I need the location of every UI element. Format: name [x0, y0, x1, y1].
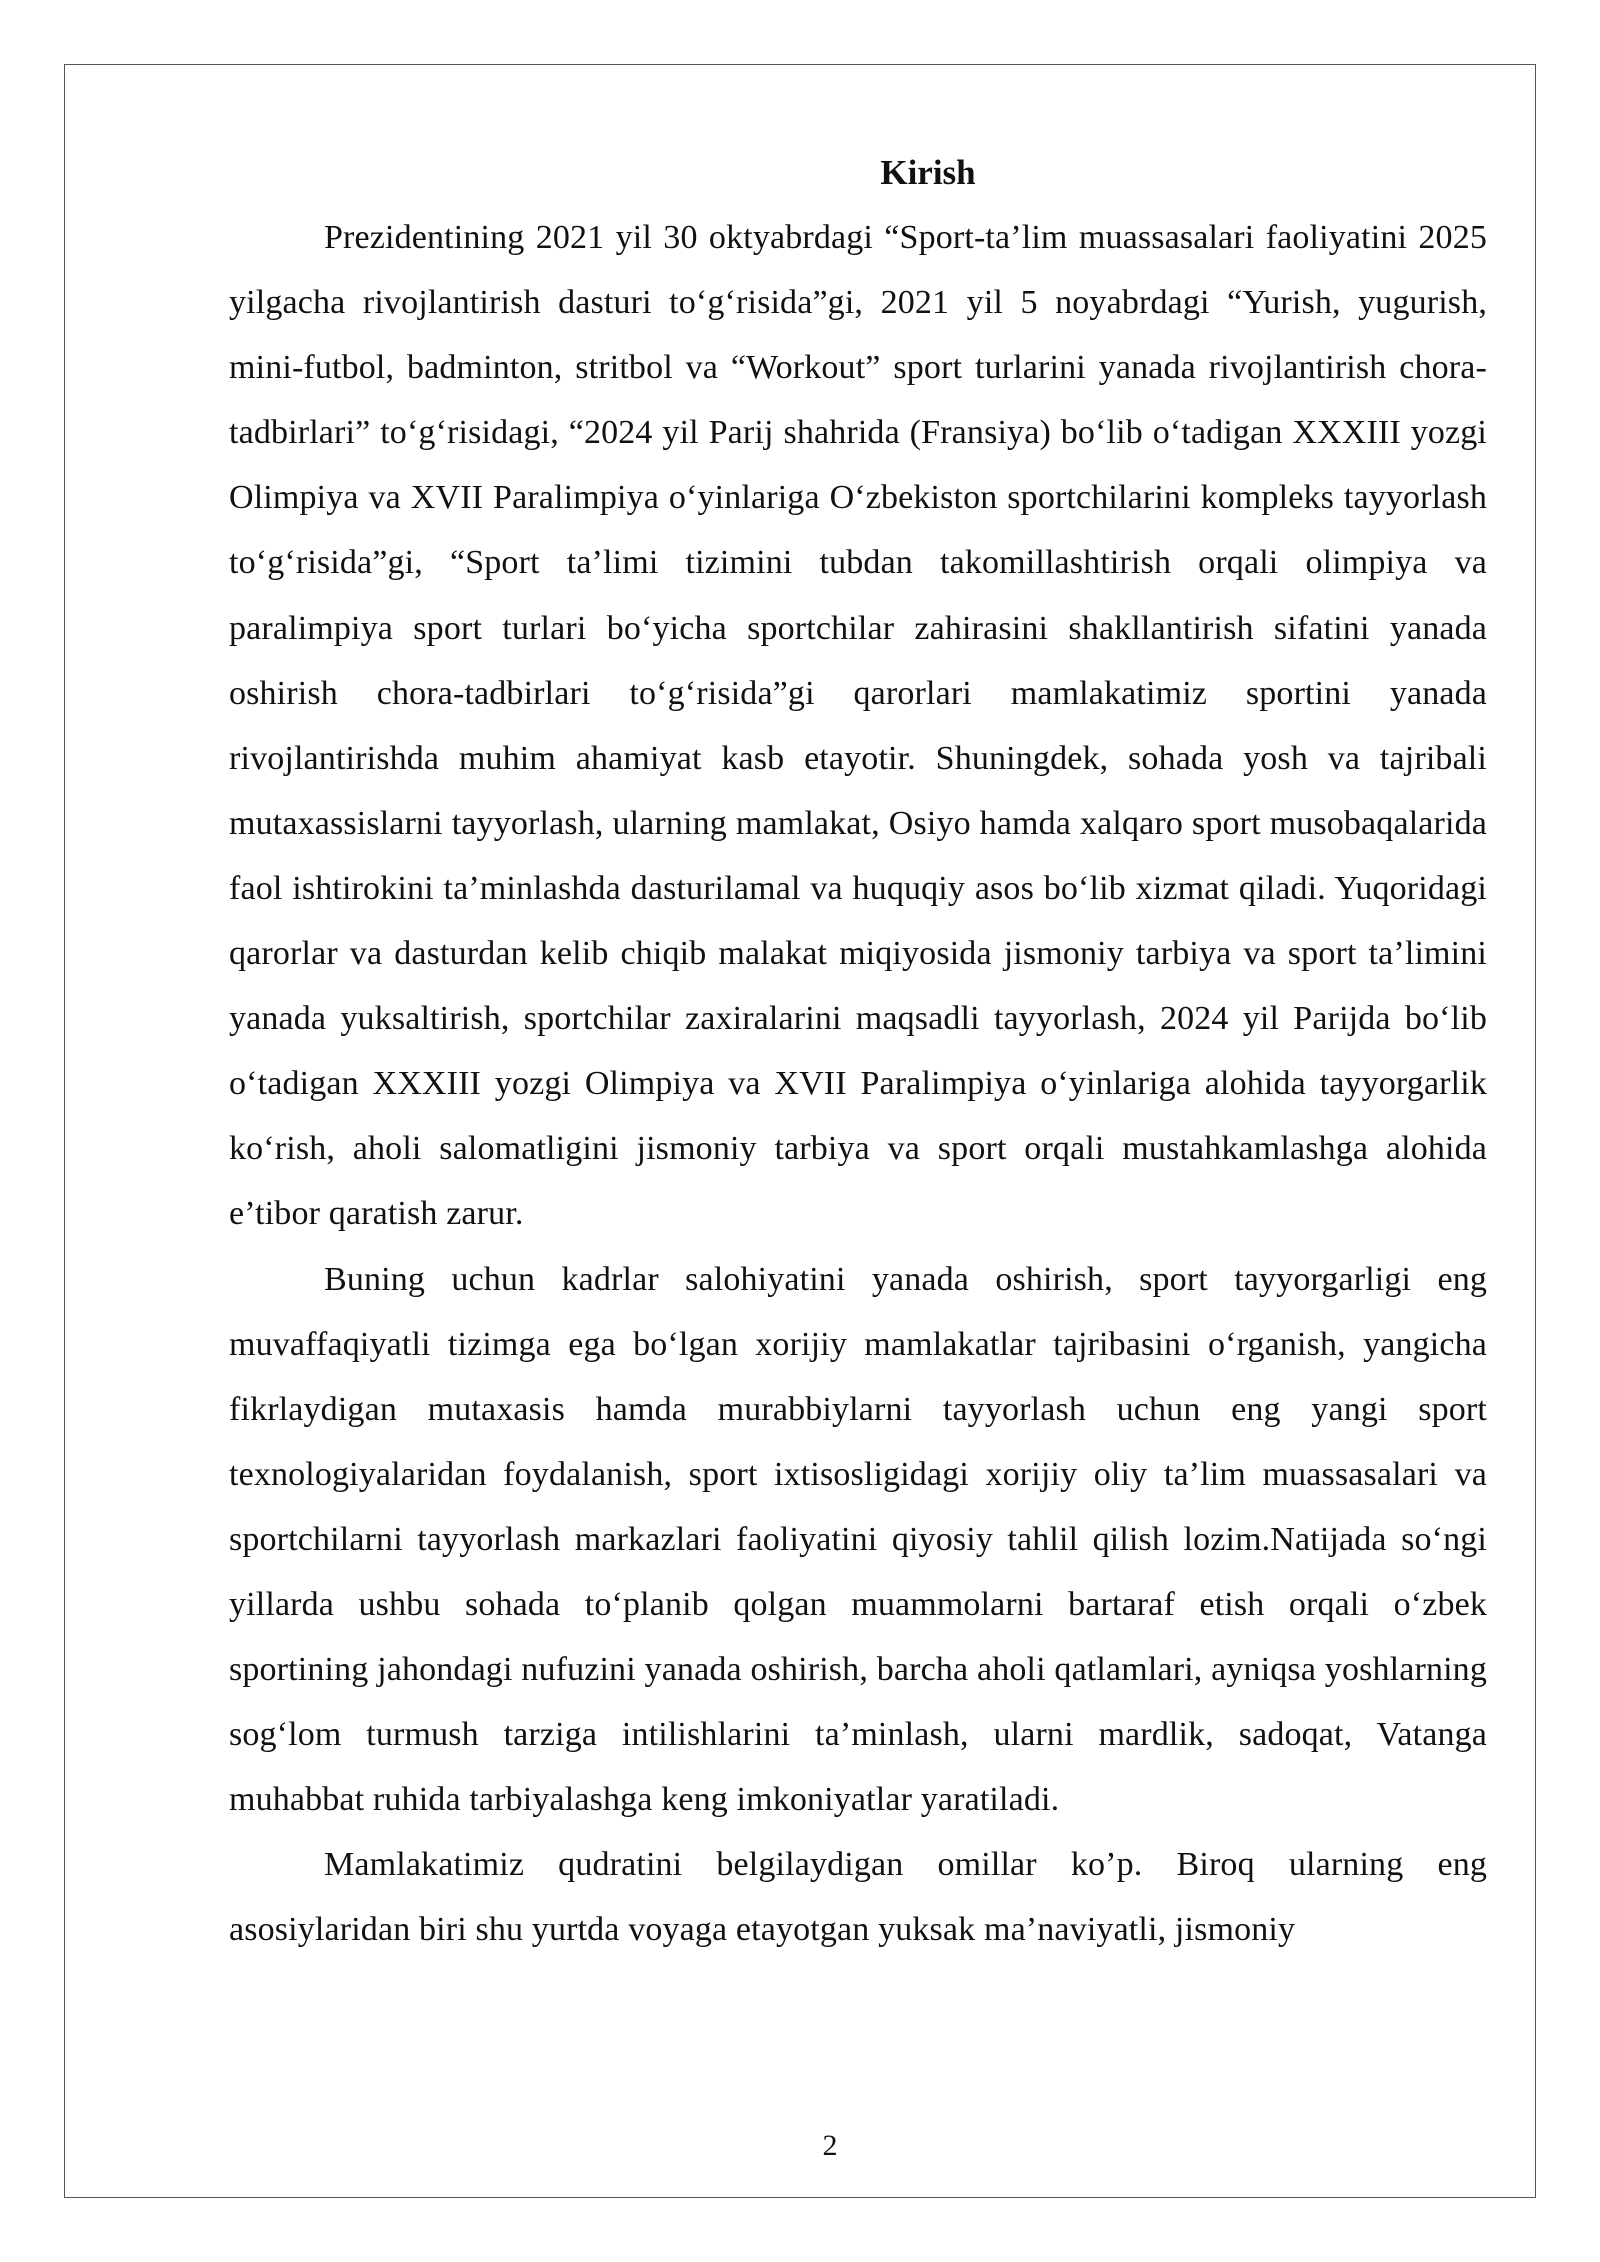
document-body [229, 140, 1487, 1963]
paragraph-2: Buning uchun kadrlar salohiyatini yanada oshirish, sport tayyorgarligi eng muvaffaqiyatli tizimga ega bo‘lgan xorijiy mamlakatlar tajribasini o‘rganish, yangicha fikrlaydigan mutaxasis hamda murabbiylarni tayyorlash uchun eng yangi sport texnologiyalaridan foydalanish, sport ixtisosligidagi xorijiy oliy ta’lim muassasalari va sportchilarni tayyorlash markazlari faoliyatini qiyosiy tahlil qilish lozim.Natijada so‘ngi yillarda ushbu sohada to‘planib qolgan muammolarni bartaraf etish orqali o‘zbek sportining jahondagi nufuzini yanada oshirish, barcha aholi qatlamlari, ayniqsa yoshlarning sog‘lom turmush tarziga intilishlarini ta’minlash, ularni mardlik, sadoqat, Vatanga muhabbat ruhida tarbiyalashga keng imkoniyatlar yaratiladi. [229, 1260, 1487, 1819]
paragraph-3: Mamlakatimiz qudratini belgilaydigan omillar ko’p. Biroq ularning eng asosiylaridan biri shu yurtda voyaga etayotgan yuksak ma’naviyatli, jismoniy [229, 1846, 1487, 1949]
paragraph-1: Prezidentining 2021 yil 30 oktyabrdagi “Sport-ta’lim muassasalari faoliyatini 2025 yilgacha rivojlantirish dasturi to‘g‘risida”gi, 2021 yil 5 noyabrdagi “Yurish, yugurish, mini-futbol, badminton, stritbol va “Workout” sport turlarini yanada rivojlantirish chora-tadbirlari” to‘g‘risidagi, “2024 yil Parij shahrida (Fransiya) bo‘lib o‘tadigan XXXIII yozgi Olimpiya va XVII Paralimpiya o‘yinlariga O‘zbekiston sportchilarini kompleks tayyorlash to‘g‘risida”gi, “Sport ta’limi tizimini tubdan takomillashtirish orqali olimpiya va paralimpiya sport turlari bo‘yicha sportchilar zahirasini shakllantirish sifatini yanada oshirish chora-tadbirlari to‘g‘risida”gi qarorlari mamlakatimiz sportini yanada rivojlantirishda muhim ahamiyat kasb etayotir. Shuningdek, sohada yosh va tajribali mutaxassislarni tayyorlash, ularning mamlakat, Osiyo hamda xalqaro sport musobaqalarida faol ishtirokini ta’minlashda dasturilamal va huquqiy asos bo‘lib xizmat qiladi. Yuqoridagi qarorlar va dasturdan kelib chiqib malakat miqiyosida jismoniy tarbiya va sport ta’limini yanada yuksaltirish, sportchilar zaxiralarini maqsadli tayyorlash, 2024 yil Parijda bo‘lib o‘tadigan XXXIII yozgi Olimpiya va XVII Paralimpiya o‘yinlariga alohida tayyorgarlik ko‘rish, aholi salomatligini jismoniy tarbiya va sport orqali mustahkamlashga alohida e’tibor qaratish zarur. [229, 219, 1487, 1233]
page-number: 2 [822, 2129, 838, 2162]
section-heading: Kirish [880, 153, 976, 192]
